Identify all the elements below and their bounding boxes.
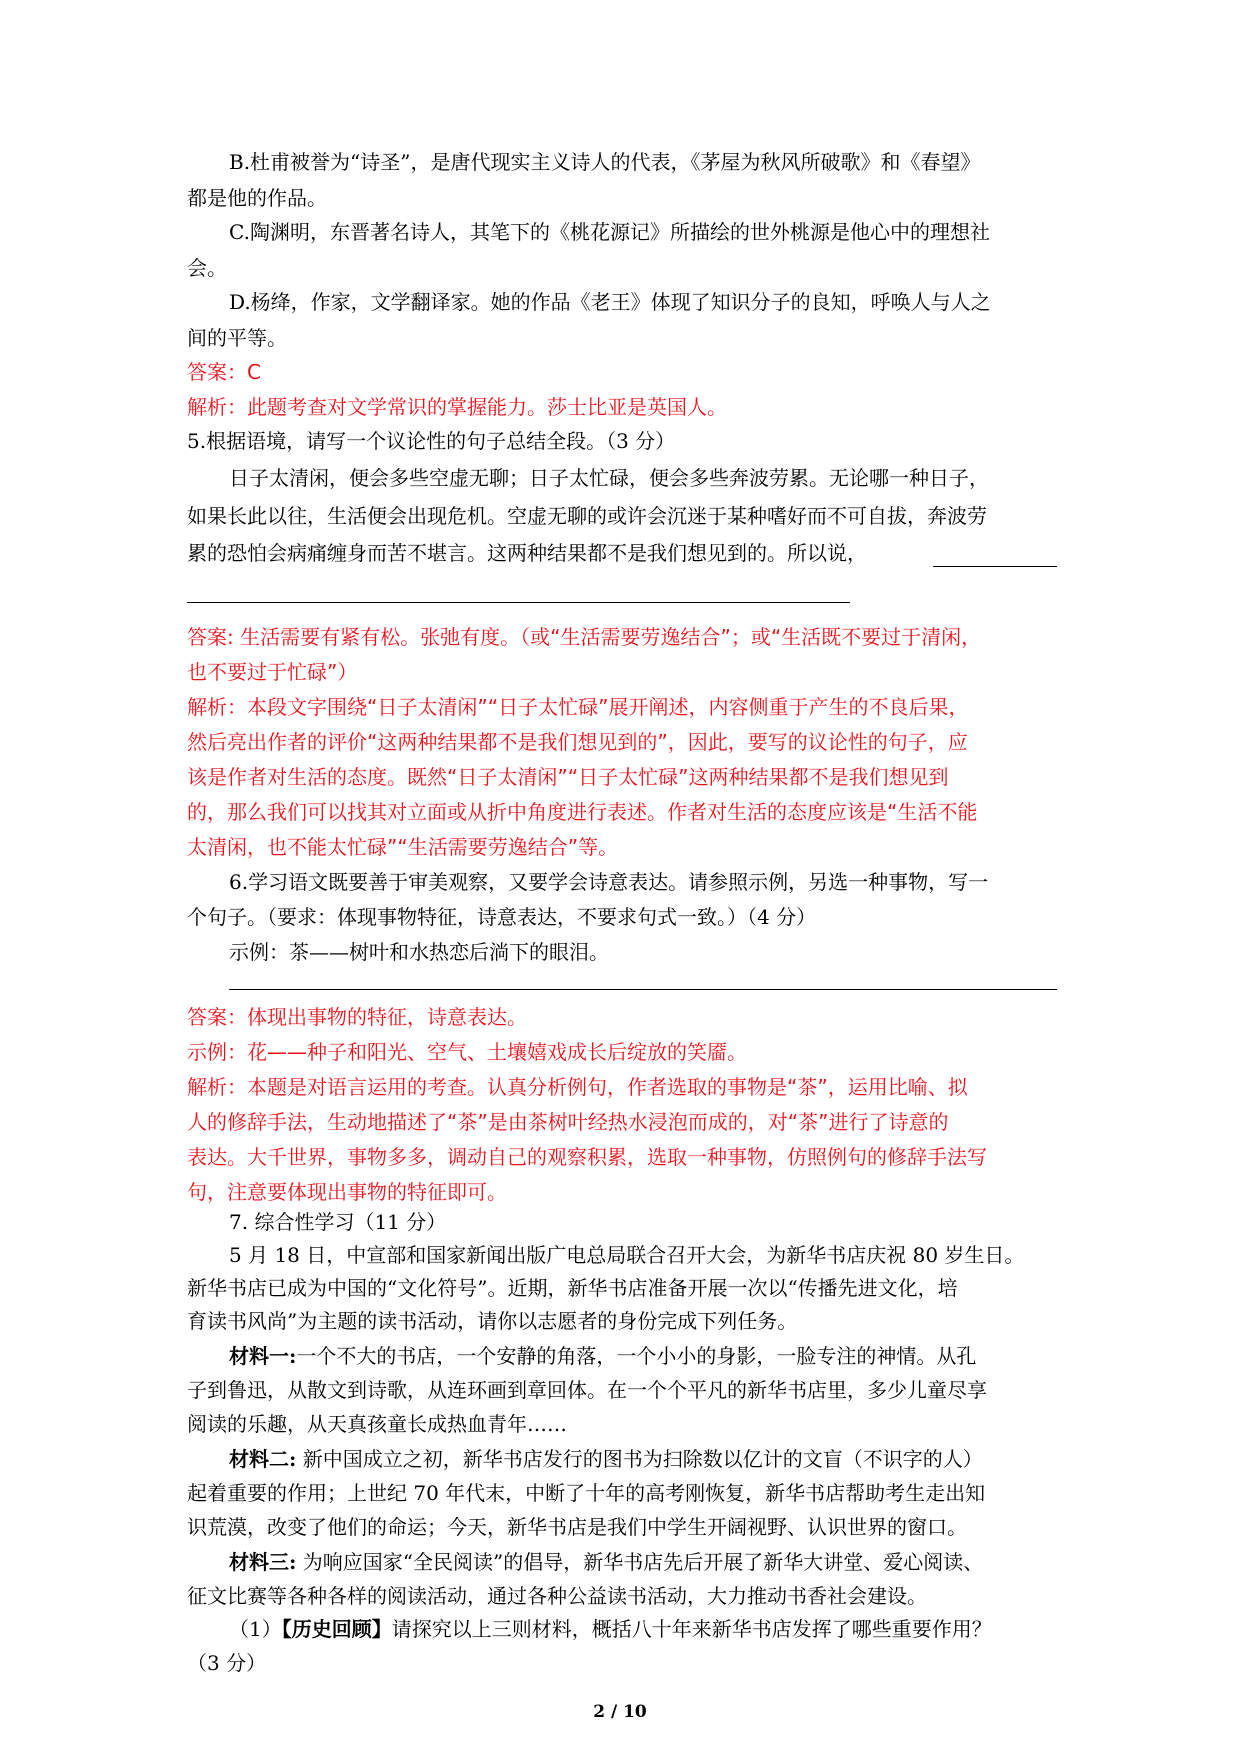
q5-title: 5.根据语境，请写一个议论性的句子总结全段。（3 分） [187, 429, 676, 453]
material-2-text: 新中国成立之初，新华书店发行的图书为扫除数以亿计的文盲（不识字的人） [296, 1447, 983, 1471]
q6-answer-example: 示例：花——种子和阳光、空气、土壤嬉戏成长后绽放的笑靥。 [187, 1040, 747, 1064]
q7-title: 7. 综合性学习（11 分） [229, 1210, 447, 1234]
q6-title-line-2: 个句子。（要求：体现事物特征，诗意表达，不要求句式一致。）（4 分） [187, 905, 817, 929]
q6-answer: 答案：体现出事物的特征，诗意表达。 [187, 1005, 527, 1029]
option-b-line-1: B.杜甫被誉为“诗圣”，是唐代现实主义诗人的代表，《茅屋为秋风所破歌》和《春望》 [229, 150, 981, 174]
q5-analysis-line-2: 然后亮出作者的评价“这两种结果都不是我们想见到的”，因此，要写的议论性的句子，应 [187, 730, 968, 754]
material-3-text: 为响应国家“全民阅读”的倡导，新华书店先后开展了新华大讲堂、爱心阅读、 [296, 1550, 984, 1574]
option-c-line-1: C.陶渊明，东晋著名诗人，其笔下的《桃花源记》所描绘的世外桃源是他心中的理想社 [229, 220, 990, 244]
q6-answer-blank [229, 989, 1057, 990]
q5-passage-line-1: 日子太清闲，便会多些空虚无聊；日子太忙碌，便会多些奔波劳累。无论哪一种日子， [229, 466, 989, 490]
material-3-line-1 [229, 1545, 1099, 1579]
q7-task-1-number: （1） [229, 1617, 282, 1641]
q5-passage-line-2: 如果长此以往，生活便会出现危机。空虚无聊的或许会沉迷于某种嗜好而不可自拔，奔波劳 [187, 504, 987, 528]
q5-analysis-line-4: 的，那么我们可以找其对立面或从折中角度进行表述。作者对生活的态度应该是“生活不能 [187, 800, 978, 824]
material-1-line-1 [229, 1339, 1099, 1373]
q5-passage-line-3: 累的恐怕会病痛缠身而苦不堪言。这两种结果都不是我们想见到的。所以说， [187, 541, 867, 565]
material-1-label: 材料一: [229, 1344, 297, 1368]
q5-answer-blank-2 [187, 602, 850, 603]
q7-task-1-line-1 [229, 1612, 1099, 1646]
option-b-line-2: 都是他的作品。 [187, 186, 327, 210]
option-c-line-2: 会。 [187, 256, 227, 280]
q6-example: 示例：茶——树叶和水热恋后淌下的眼泪。 [229, 940, 609, 964]
q7-intro-line-2: 新华书店已成为中国的“文化符号”。近期，新华书店准备开展一次以“传播先进文化，培 [187, 1276, 958, 1300]
q5-answer-line-1: 答案: 生活需要有紧有松。张弛有度。（或“生活需要劳逸结合”；或“生活既不要过于清闲， [187, 625, 982, 649]
q5-answer-line-2: 也不要过于忙碌”） [187, 660, 358, 684]
material-2-line-1 [229, 1442, 1099, 1476]
q6-analysis-line-1: 解析：本题是对语言运用的考查。认真分析例句，作者选取的事物是“茶”，运用比喻、拟 [187, 1075, 968, 1099]
q5-analysis-line-3: 该是作者对生活的态度。既然“日子太清闲”“日子太忙碌”这两种结果都不是我们想见到 [187, 765, 949, 789]
q6-analysis-line-4: 句，注意要体现出事物的特征即可。 [187, 1180, 507, 1204]
material-1-line-3: 阅读的乐趣，从天真孩童长成热血青年…… [187, 1412, 567, 1436]
q7-task-1-heading: 【历史回顾】 [281, 1617, 392, 1641]
q5-analysis-line-1: 解析：本段文字围绕“日子太清闲”“日子太忙碌”展开阐述，内容侧重于产生的不良后果， [187, 695, 969, 719]
q7-intro-line-3: 育读书风尚”为主题的读书活动，请你以志愿者的身份完成下列任务。 [187, 1309, 798, 1333]
q7-task-1-line-2: （3 分） [187, 1651, 267, 1675]
option-d-line-1: D.杨绛，作家，文学翻译家。她的作品《老王》体现了知识分子的良知，呼唤人与人之 [229, 290, 991, 314]
q5-analysis-line-5: 太清闲，也不能太忙碌”“生活需要劳逸结合”等。 [187, 835, 619, 859]
page-number: 2 / 10 [593, 1702, 647, 1722]
q5-answer-blank-1 [933, 566, 1057, 567]
material-3-label: 材料三: [229, 1550, 297, 1574]
q6-analysis-line-2: 人的修辞手法，生动地描述了“茶”是由茶树叶经热水浸泡而成的，对“茶”进行了诗意的 [187, 1110, 949, 1134]
material-1-text: 一个不大的书店，一个安静的角落，一个小小的身影，一脸专注的神情。从孔 [296, 1344, 977, 1368]
material-1-line-2: 子到鲁迅，从散文到诗歌，从连环画到章回体。在一个个平凡的新华书店里，多少儿童尽享 [187, 1378, 987, 1402]
option-d-line-2: 间的平等。 [187, 326, 287, 350]
q4-answer: 答案：C [187, 360, 261, 384]
material-2-line-3: 识荒漠，改变了他们的命运；今天，新华书店是我们中学生开阔视野、认识世界的窗口。 [187, 1515, 967, 1539]
q7-intro-line-1: 5 月 18 日，中宣部和国家新闻出版广电总局联合召开大会，为新华书店庆祝 80 岁生日。 [229, 1243, 1025, 1267]
material-2-label: 材料二: [229, 1447, 297, 1471]
q4-analysis: 解析：此题考查对文学常识的掌握能力。莎士比亚是英国人。 [187, 395, 727, 419]
material-3-line-2: 征文比赛等各种各样的阅读活动，通过各种公益读书活动，大力推动书香社会建设。 [187, 1584, 927, 1608]
material-2-line-2: 起着重要的作用；上世纪 70 年代末，中断了十年的高考刚恢复，新华书店帮助考生走出知 [187, 1481, 986, 1505]
q6-title-line-1: 6.学习语文既要善于审美观察，又要学会诗意表达。请参照示例，另选一种事物，写一 [229, 870, 989, 894]
q7-task-1-text: 请探究以上三则材料，概括八十年来新华书店发挥了哪些重要作用？ [391, 1617, 992, 1641]
q6-analysis-line-3: 表达。大千世界，事物多多，调动自己的观察积累，选取一种事物，仿照例句的修辞手法写 [187, 1145, 987, 1169]
